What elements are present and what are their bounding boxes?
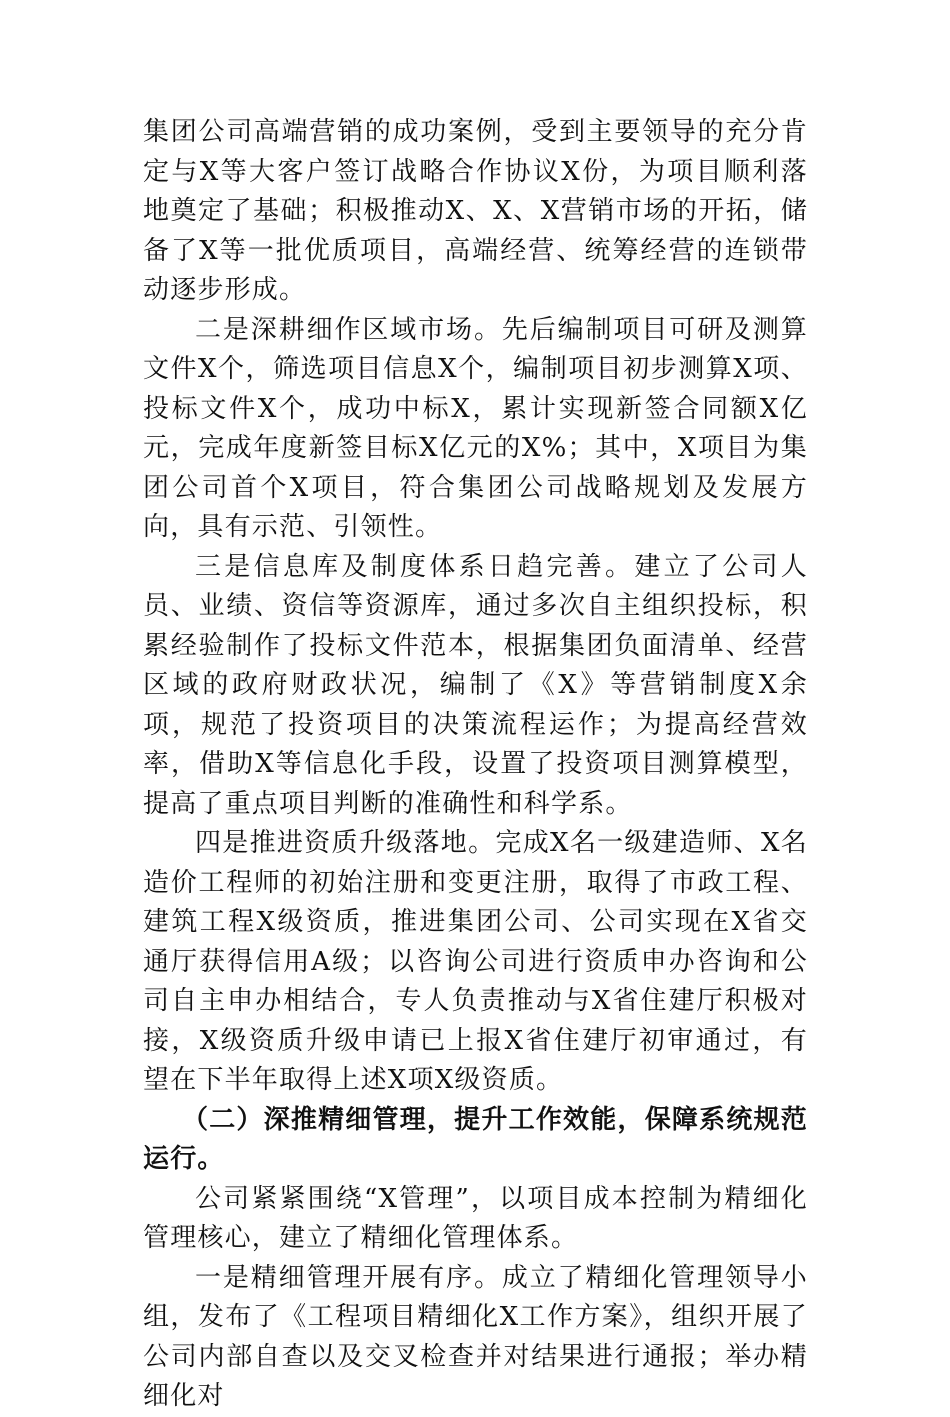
paragraph-management-intro: 公司紧紧围绕“X管理”，以项目成本控制为精细化管理核心，建立了精细化管理体系。 [143,1183,808,1253]
paragraph-refined-management-order: 一是精细管理开展有序。成立了精细化管理领导小组，发布了《工程项目精细化X工作方案》，组织开展了公司内部自查以及交叉检查并对结果进行通报；举办精细化对 [143,1262,808,1411]
document-body [143,113,808,1417]
paragraph-continuation: 集团公司高端营销的成功案例，受到主要领导的充分肯定与X等大客户签订战略合作协议X份，为项目顺利落地奠定了基础；积极推动X、X、X营销市场的开拓，储备了X等一批优质项目，高端经营、统筹经营的连锁带动逐步形成。 [143,117,808,305]
paragraph-qualification-upgrade: 四是推进资质升级落地。完成X名一级建造师、X名造价工程师的初始注册和变更注册，取得了市政工程、建筑工程X级资质，推进集团公司、公司实现在X省交通厅获得信用A级；以咨询公司进行资质申办咨询和公司自主申办相结合，专人负责推动与X省住建厅积极对接，X级资质升级申请已上报X省住建厅初审通过，有望在下半年取得上述X项X级资质。 [143,828,808,1095]
paragraph-regional-market: 二是深耕细作区域市场。先后编制项目可研及测算文件X个，筛选项目信息X个，编制项目初步测算X项、投标文件X个，成功中标X，累计实现新签合同额X亿元，完成年度新签目标X亿元的X%；其中，X项目为集团公司首个X项目，符合集团公司战略规划及发展方向，具有示范、引领性。 [143,314,808,542]
paragraph-info-database: 三是信息库及制度体系日趋完善。建立了公司人员、业绩、资信等资源库，通过多次自主组织投标，积累经验制作了投标文件范本，根据集团负面清单、经营区域的政府财政状况，编制了《X》等营销制度X余项，规范了投资项目的决策流程运作；为提高经营效率，借助X等信息化手段，设置了投资项目测算模型，提高了重点项目判断的准确性和科学系。 [143,551,808,819]
section-heading-refined-management: （二）深推精细管理，提升工作效能，保障系统规范运行。 [143,1104,808,1174]
